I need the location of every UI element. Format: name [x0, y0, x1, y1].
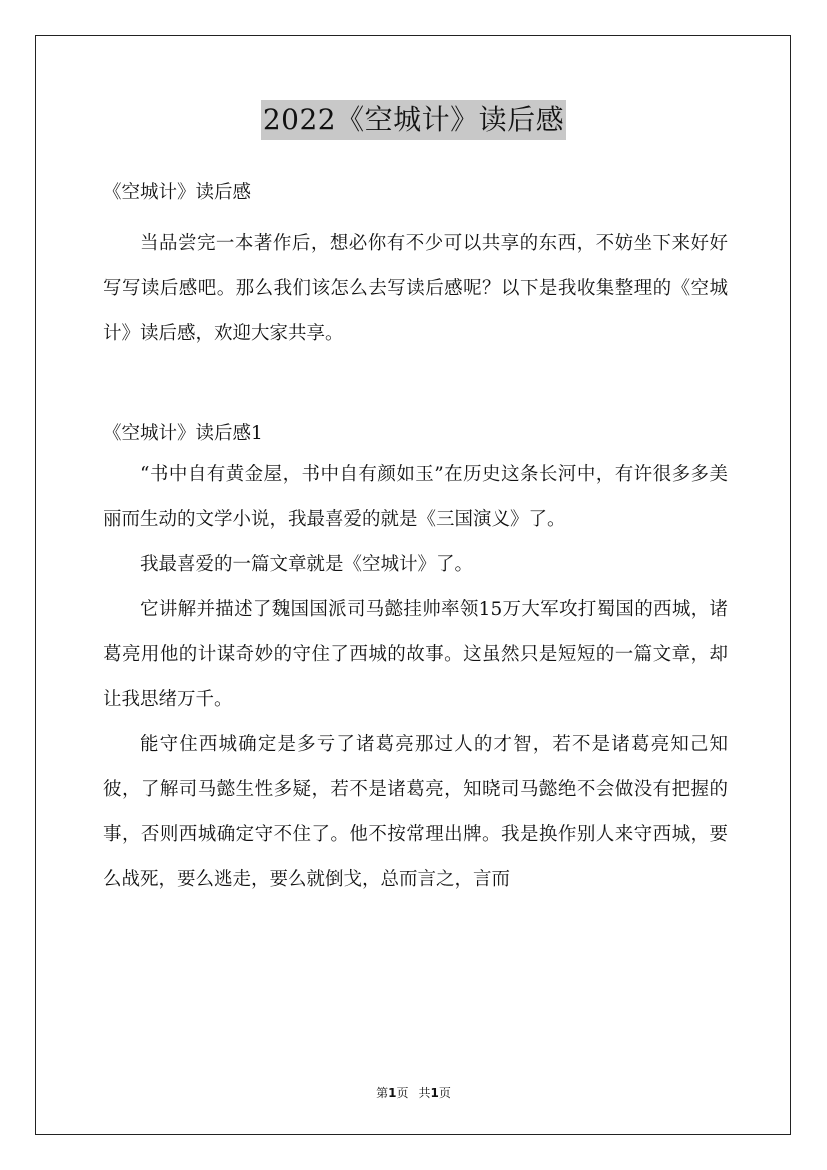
page-footer [0, 1085, 827, 1101]
body-paragraph-4: 能守住西城确定是多亏了诸葛亮那过人的才智，若不是诸葛亮知己知彼，了解司马懿生性多疑，若不是诸葛亮，知晓司马懿绝不会做没有把握的事，否则西城确定守不住了。他不按常理出牌。我是换作别人来守西城，要么战死，要么逃走，要么就倒戈，总而言之，言而 [103, 734, 728, 890]
body-paragraph-3: 它讲解并描述了魏国国派司马懿挂帅率领15万大军攻打蜀国的西城，诸葛亮用他的计谋奇妙的守住了西城的故事。这虽然只是短短的一篇文章，却让我思绪万千。 [103, 599, 728, 710]
section-heading: 《空城计》读后感1 [103, 423, 263, 444]
footer-total-prefix: 共 [418, 1086, 431, 1100]
spacer [103, 211, 728, 221]
body-paragraph-2: 我最喜爱的一篇文章就是《空城计》了。 [140, 554, 474, 575]
footer-total-number: 1 [430, 1086, 439, 1100]
spacer [103, 356, 728, 416]
title-container [0, 100, 827, 140]
footer-page-suffix: 页 [396, 1086, 409, 1100]
intro-heading: 《空城计》读后感 [103, 182, 252, 203]
document-title: 2022《空城计》读后感 [261, 100, 566, 140]
document-body [103, 175, 728, 902]
footer-total-suffix: 页 [438, 1086, 451, 1100]
body-paragraph-1: “书中自有黄金屋，书中自有颜如玉”在历史这条长河中，有许很多多美丽而生动的文学小说，我最喜爱的就是《三国演义》了。 [103, 464, 728, 530]
footer-page-prefix: 第 [376, 1086, 389, 1100]
footer-page-number: 1 [388, 1086, 397, 1100]
intro-paragraph: 当品尝完一本著作后，想必你有不少可以共享的东西，不妨坐下来好好写写读后感吧。那么我们该怎么去写读后感呢？以下是我收集整理的《空城计》读后感，欢迎大家共享。 [103, 233, 728, 344]
